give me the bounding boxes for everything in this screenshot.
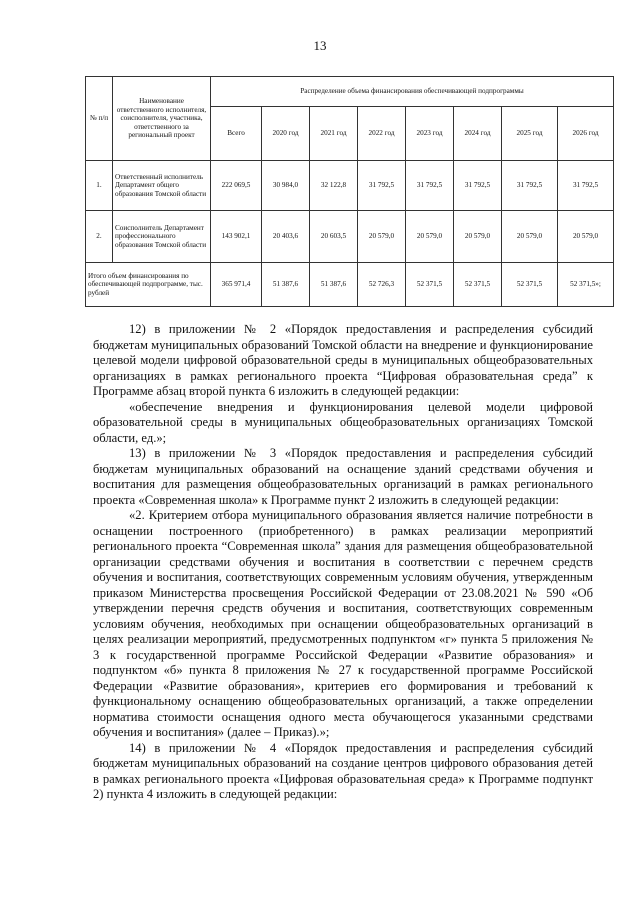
- header-year: 2024 год: [454, 107, 502, 161]
- header-year: 2022 год: [358, 107, 406, 161]
- header-year: 2026 год: [558, 107, 614, 161]
- paragraph-14: 14) в приложении № 4 «Порядок предоставления и распределения субсидий бюджетам муниципальных образований на создание центров цифрового образования детей в рамках регионального проекта «Цифровая образовательная среда» к Программе подпункт 2) пункта 4 изложить в следующей редакции:: [93, 740, 593, 801]
- header-year: 2021 год: [310, 107, 358, 161]
- total-value: 52 371,5: [502, 263, 558, 307]
- row-value: 222 069,5: [211, 161, 262, 211]
- row-name: Ответственный исполнитель Департамент общего образования Томской области: [113, 161, 211, 211]
- header-num: № п/п: [86, 77, 113, 161]
- table-total-row: [86, 263, 614, 307]
- row-name: Соисполнитель Департамент профессионального образования Томской области: [113, 211, 211, 263]
- header-year: 2020 год: [262, 107, 310, 161]
- total-value: 365 971,4: [211, 263, 262, 307]
- paragraph-13-quote: «2. Критерием отбора муниципального образования является наличие потребности в оснащении построенного (приобретенного) в рамках реализации мероприятий регионального проекта “Современная школа” здания для размещения общеобразовательной организации средствами обучения и воспитания в соответствии с перечнем средств обучения и воспитания, соответствующих современным условиям обучения, утвержденным приказом Министерства просвещения Российской Федерации от 23.08.2021 № 590 «Об утверждении перечня средств обучения и воспитания, соответствующих современным условиям обучения, необходимых при оснащении общеобразовательных организаций в целях реализации мероприятий, предусмотренных подпунктом «г» пункта 5 приложения № 3 к государственной программе Российской Федерации «Развитие образования» и подпунктом «б» пункта 8 приложения № 27 к государственной программе Российской Федерации «Развитие образования», критериев его формирования и требований к функциональному оснащению общеобразовательных организаций, а также определении норматива стоимости оснащения одного места обучающегося указанными средствами обучения и воспитания» (далее – Приказ).»;: [93, 508, 593, 739]
- row-num: 1.: [86, 161, 113, 211]
- header-responsible: Наименование ответственного исполнителя, соисполнителя, участника, ответственного за региональный проект: [113, 77, 211, 161]
- paragraph-12-quote: «обеспечение внедрения и функционирования целевой модели цифровой образовательной среды в муниципальных общеобразовательных организациях Томской области, ед.»;: [93, 399, 593, 445]
- row-value: 31 792,5: [502, 161, 558, 211]
- total-value: 52 371,5: [454, 263, 502, 307]
- row-value: 143 902,1: [211, 211, 262, 263]
- paragraph-12: 12) в приложении № 2 «Порядок предоставления и распределения субсидий бюджетам муниципальных образований Томской области на внедрение и функционирование целевой модели цифровой образовательной среды в муниципальных общеобразовательных организациях в рамках регионального проекта “Цифровая образовательная среда” к Программе абзац второй пункта 6 изложить в следующей редакции:: [93, 322, 593, 398]
- row-value: 20 403,6: [262, 211, 310, 263]
- row-value: 20 579,0: [406, 211, 454, 263]
- document-body: [93, 322, 593, 803]
- row-value: 20 579,0: [454, 211, 502, 263]
- header-year: 2023 год: [406, 107, 454, 161]
- row-value: 20 579,0: [558, 211, 614, 263]
- row-value: 31 792,5: [454, 161, 502, 211]
- total-value: 52 371,5»;: [558, 263, 614, 307]
- page-number: 13: [313, 38, 327, 53]
- table-row: [86, 211, 614, 263]
- row-value: 30 984,0: [262, 161, 310, 211]
- paragraph-13: 13) в приложении № 3 «Порядок предоставления и распределения субсидий бюджетам муниципальных образований на оснащение зданий средствами обучения и воспитания для размещения общеобразовательных организаций в рамках регионального проекта «Современная школа» к Программе пункт 2 изложить в следующей редакции:: [93, 446, 593, 507]
- financing-table: [85, 76, 614, 307]
- row-value: 31 792,5: [358, 161, 406, 211]
- row-value: 31 792,5: [558, 161, 614, 211]
- row-value: 20 603,5: [310, 211, 358, 263]
- total-name: Итого объем финансирования по обеспечивающей подпрограмме, тыс. рублей: [86, 263, 211, 307]
- total-value: 52 371,5: [406, 263, 454, 307]
- row-value: 31 792,5: [406, 161, 454, 211]
- header-year: 2025 год: [502, 107, 558, 161]
- total-value: 51 387,6: [262, 263, 310, 307]
- row-num: 2.: [86, 211, 113, 263]
- total-value: 51 387,6: [310, 263, 358, 307]
- row-value: 32 122,8: [310, 161, 358, 211]
- table-row: [86, 161, 614, 211]
- row-value: 20 579,0: [358, 211, 406, 263]
- header-distribution: Распределение объема финансирования обеспечивающей подпрограммы: [211, 77, 614, 107]
- total-value: 52 726,3: [358, 263, 406, 307]
- row-value: 20 579,0: [502, 211, 558, 263]
- header-year: Всего: [211, 107, 262, 161]
